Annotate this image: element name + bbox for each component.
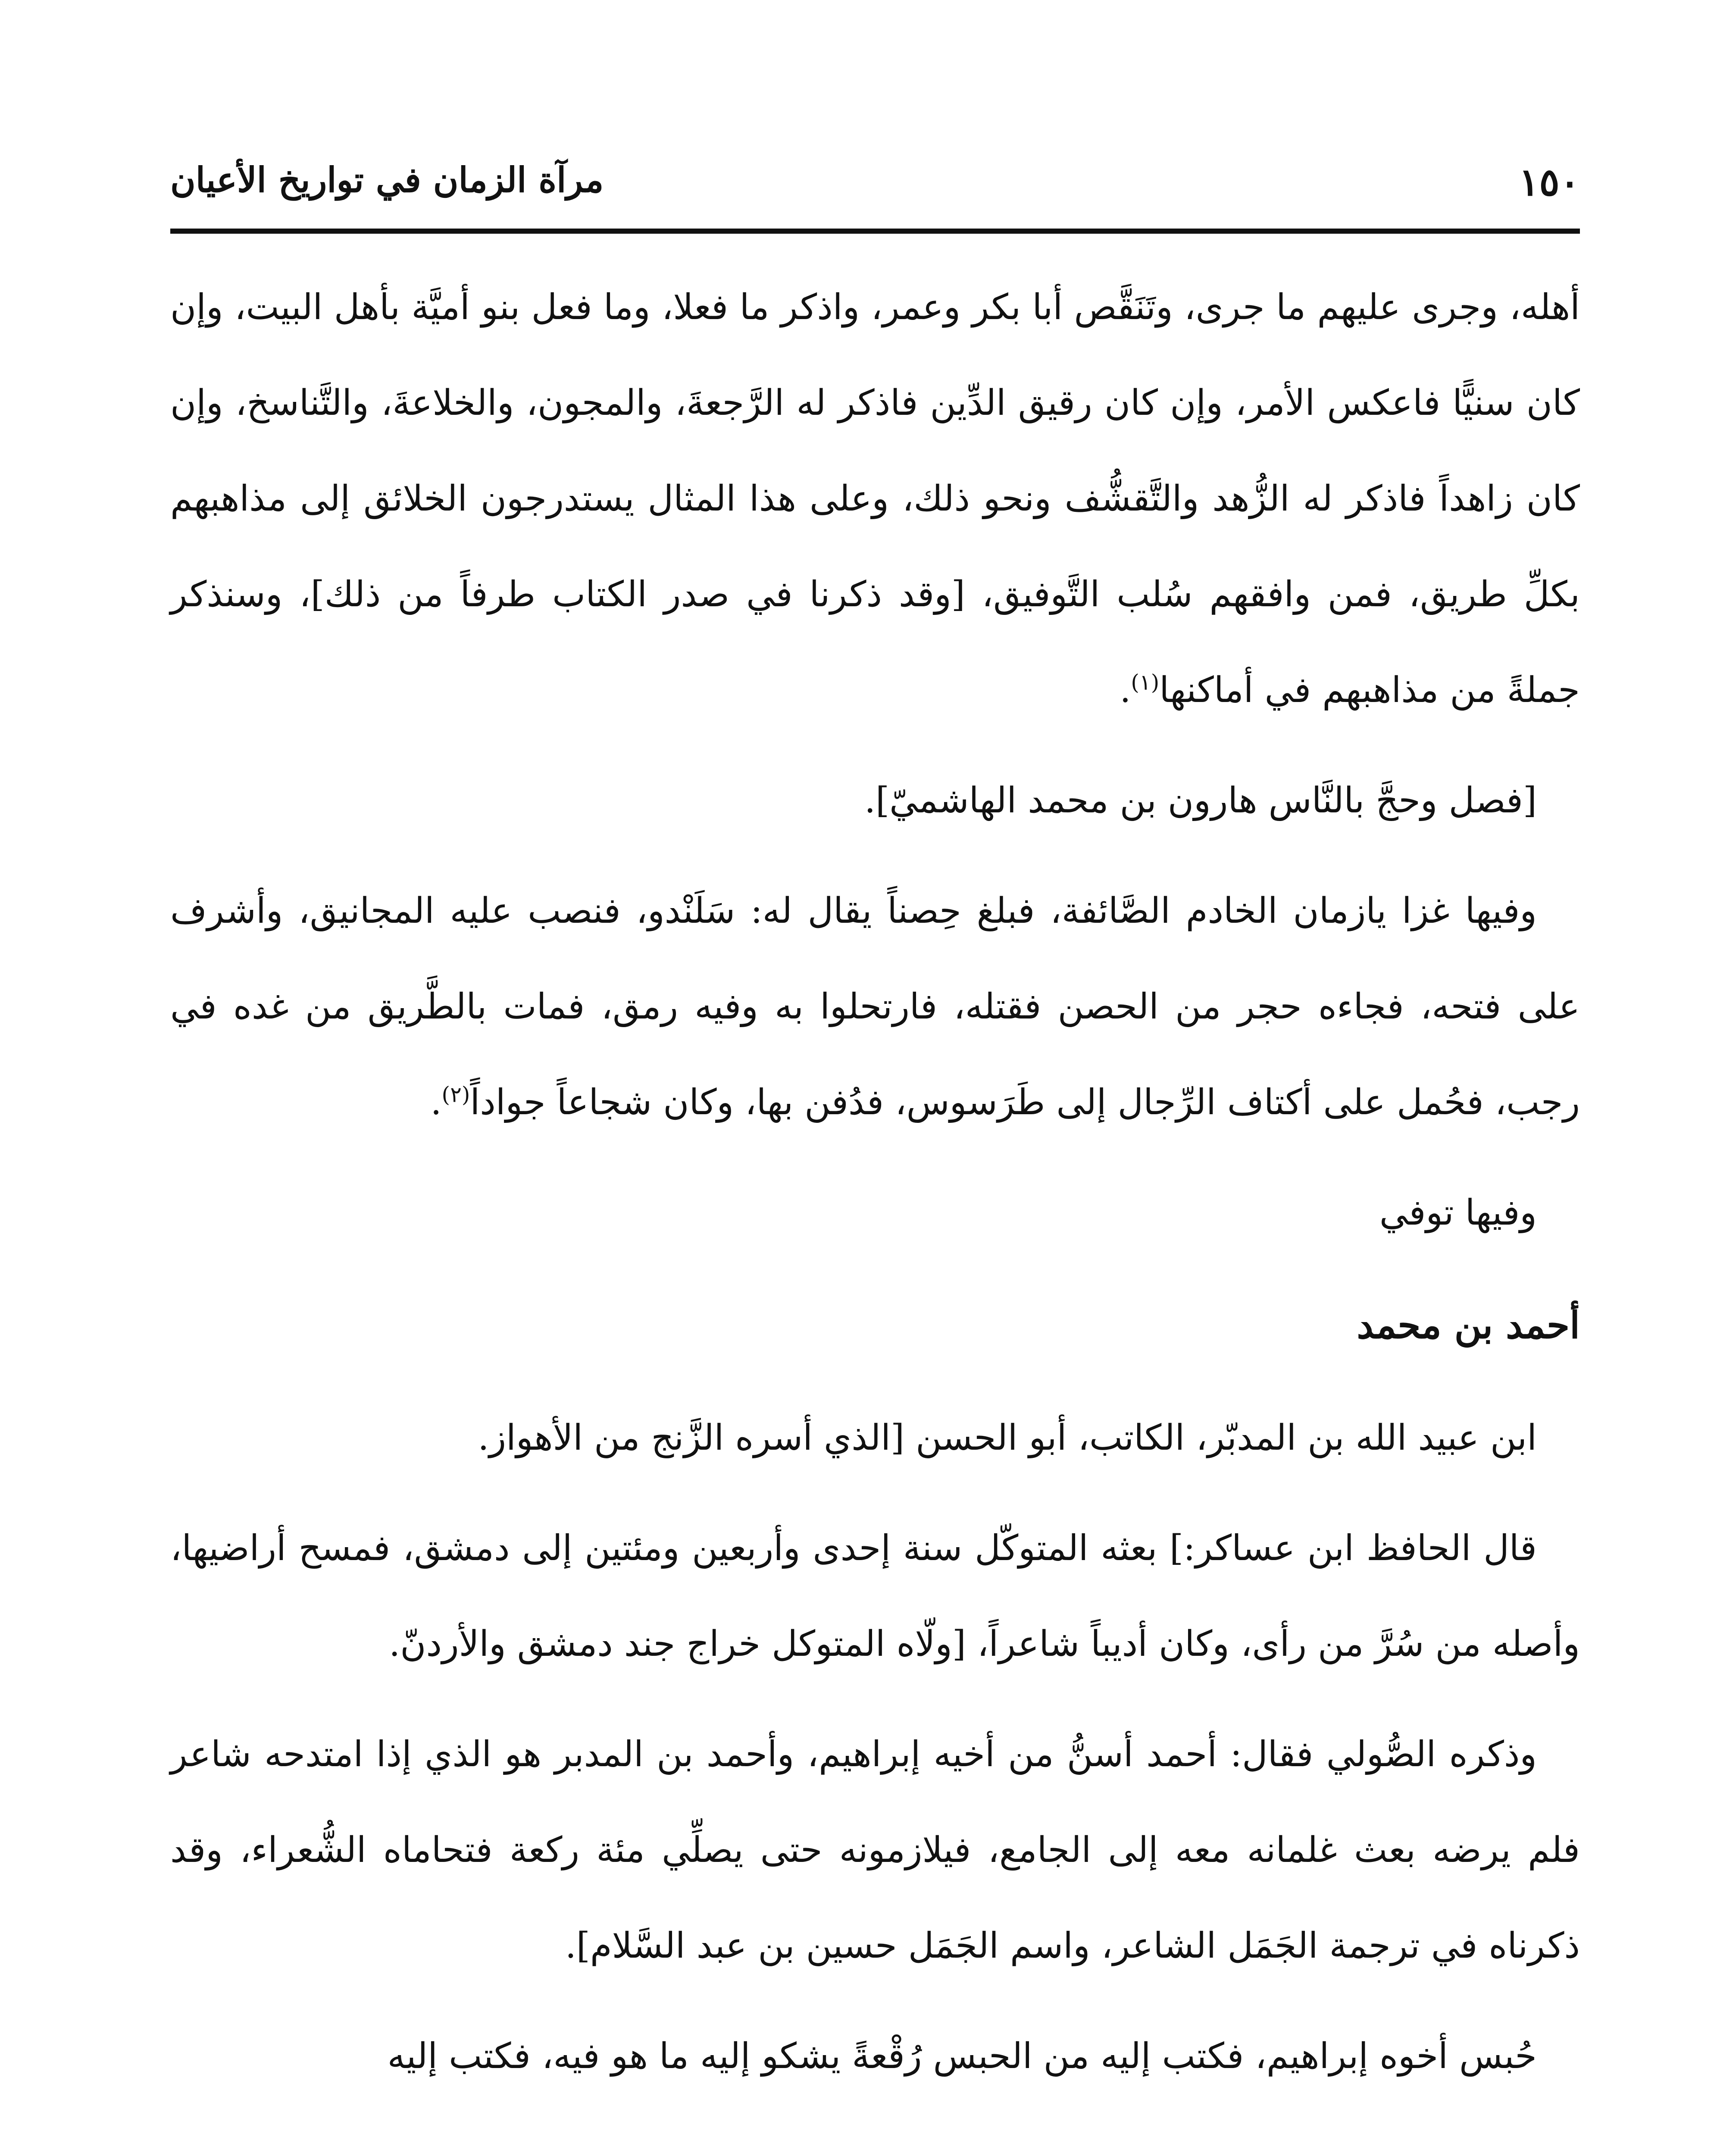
paragraph-hajj: [فصل وحجَّ بالنَّاس هارون بن محمد الهاشميّ]. — [864, 780, 1537, 821]
paragraph-ibrahim: حُبس أخوه إبراهيم، فكتب إليه من الحبس رُقْعةً يشكو إليه ما هو فيه، فكتب إليه — [387, 2036, 1537, 2077]
running-header — [170, 147, 1580, 234]
biography-heading: أحمد بن محمد — [1357, 1304, 1580, 1347]
main-text — [170, 260, 1580, 2104]
paragraph-suli: وذكره الصُّولي فقال: أحمد أسنُّ من أخيه إبراهيم، وأحمد بن المدبر هو الذي إذا امتدحه شاعر فلم يرضه بعث غلمانه معه إلى الجامع، فيلازمونه حتى يصلِّي مئة ركعة فتحاماه الشُّعراء، وقد ذكرناه في ترجمة الجَمَل الشاعر، واسم الجَمَل حسين بن عبد السَّلام]. — [170, 1734, 1580, 1966]
footnote-ref-2[interactable]: (٢) — [441, 1082, 470, 1107]
paragraph-deaths-intro: وفيها توفي — [1379, 1192, 1537, 1233]
paragraph-lineage: ابن عبيد الله بن المدبّر، الكاتب، أبو الحسن [الذي أسره الزَّنج من الأهواز. — [478, 1417, 1537, 1458]
paragraph-ibn-asakir: قال الحافظ ابن عساكر:] بعثه المتوكّل سنة إحدى وأربعين ومئتين إلى دمشق، فمسح أراضيها، وأصله من سُرَّ من رأى، وكان أديباً شاعراً، [ولّاه المتوكل خراج جند دمشق والأردنّ. — [170, 1528, 1580, 1664]
footnote-ref-1[interactable]: (١) — [1131, 670, 1160, 695]
paragraph-continuation: أهله، وجرى عليهم ما جرى، وتَنَقَّص أبا بكر وعمر، واذكر ما فعلا، وما فعل بنو أميَّة بأهل البيت، وإن كان سنيًّا فاعكس الأمر، وإن كان رقيق الدِّين فاذكر له الرَّجعةَ، والمجون، والخلاعةَ، والتَّناسخ، وإن كان زاهداً فاذكر له الزُّهد والتَّقشُّف ونحو ذلك، وعلى هذا المثال يستدرجون الخلائق إلى مذاهبهم بكلِّ طريق، فمن وافقهم سُلب التَّوفيق، [وقد ذكرنا في صدر الكتاب طرفاً من ذلك]، وسنذكر جملةً من مذاهبهم في أماكنها$^{(١)}$. — [170, 287, 1580, 711]
page-number: ١٥٠ — [1519, 160, 1580, 204]
paragraph-yazaman: وفيها غزا يازمان الخادم الصَّائفة، فبلغ حِصناً يقال له: سَلَنْدو، فنصب عليه المجانيق، وأشرف على فتحه، فجاءه حجر من الحصن فقتله، فارتحلوا به وفيه رمق، فمات بالطَّريق من غده في رجب، فحُمل على أكتاف الرِّجال إلى طَرَسوس، فدُفن بها، وكان شجاعاً جواداً$^{(٢)}$. — [170, 890, 1580, 1123]
book-page — [170, 147, 1580, 2156]
book-title: مرآة الزمان في تواريخ الأعيان — [170, 160, 604, 200]
